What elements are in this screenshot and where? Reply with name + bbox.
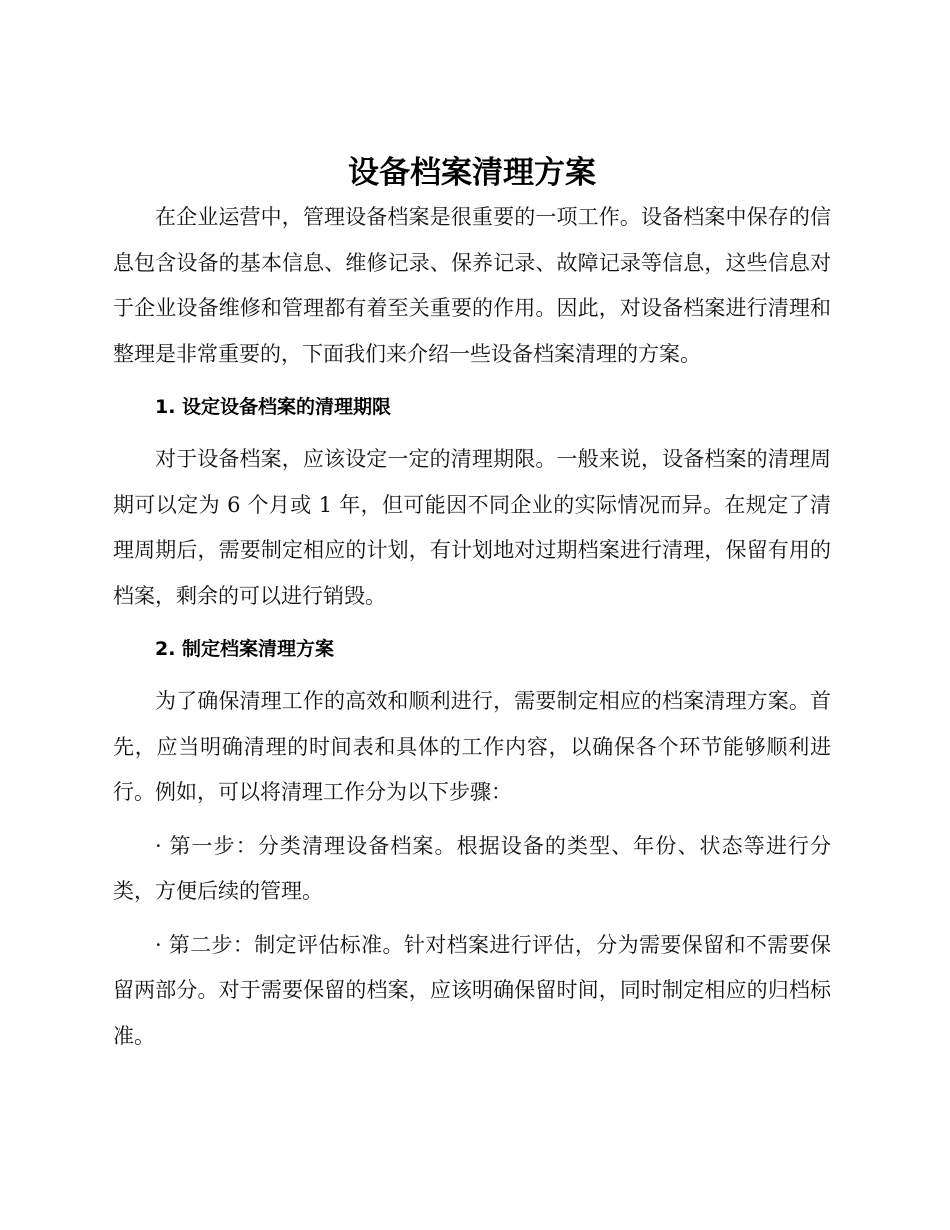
section-1-paragraph: 对于设备档案，应该设定一定的清理期限。一般来说，设备档案的清理周期可以定为 6 个月或 1 年，但可能因不同企业的实际情况而异。在规定了清理周期后，需要制定相应的计划，有计划地对过期档案进行清理，保留有用的档案，剩余的可以进行销毁。 xyxy=(113,447,831,608)
section-2-paragraph: 为了确保清理工作的高效和顺利进行，需要制定相应的档案清理方案。首先，应当明确清理的时间表和具体的工作内容，以确保各个环节能够顺利进行。例如，可以将清理工作分为以下步骤： xyxy=(113,689,831,804)
document-title: 设备档案清理方案 xyxy=(348,155,596,191)
section-heading-2: 2. 制定档案清理方案 xyxy=(155,638,335,660)
intro-paragraph: 在企业运营中，管理设备档案是很重要的一项工作。设备档案中保存的信息包含设备的基本信息、维修记录、保养记录、故障记录等信息，这些信息对于企业设备维修和管理都有着至关重要的作用。因此，对设备档案进行清理和整理是非常重要的，下面我们来介绍一些设备档案清理的方案。 xyxy=(113,205,831,366)
step-item-2: · 第二步：制定评估标准。针对档案进行评估，分为需要保留和不需要保留两部分。对于需要保留的档案，应该明确保留时间，同时制定相应的归档标准。 xyxy=(113,932,831,1048)
step-item-1: · 第一步：分类清理设备档案。根据设备的类型、年份、状态等进行分类，方便后续的管理。 xyxy=(113,833,831,903)
section-heading-1: 1. 设定设备档案的清理期限 xyxy=(155,396,392,418)
document-content xyxy=(113,151,831,1059)
